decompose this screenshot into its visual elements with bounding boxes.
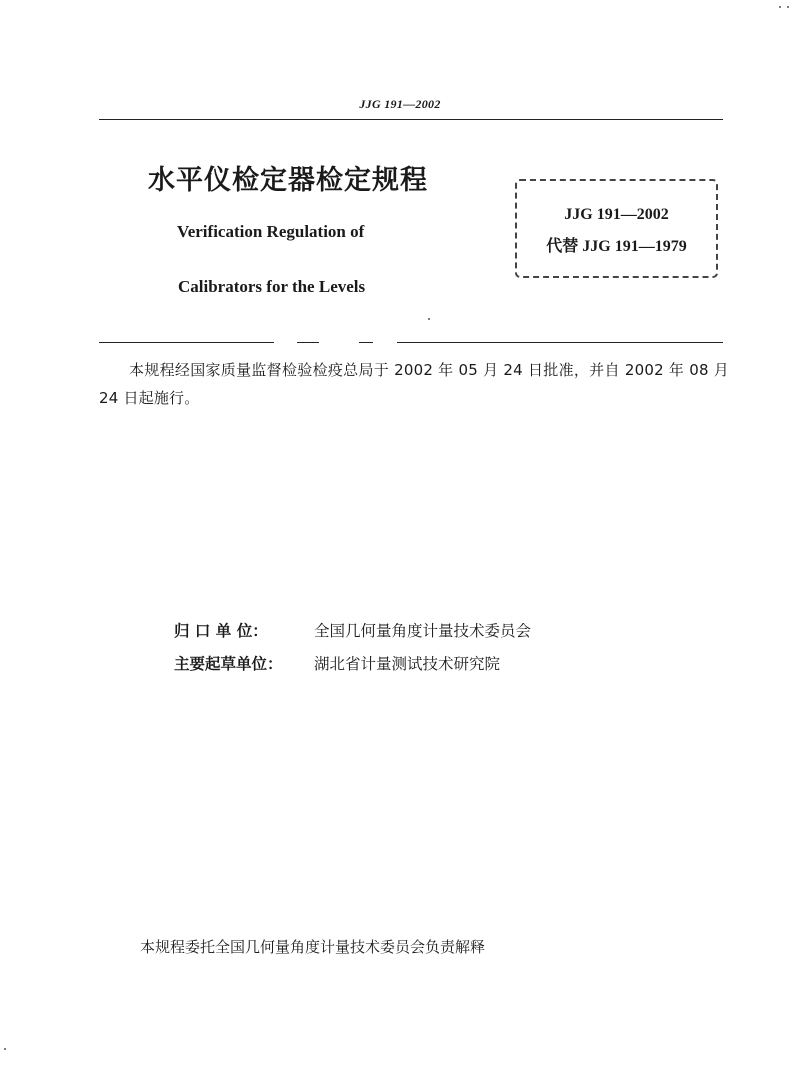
chinese-title: 水平仪检定器检定规程 (148, 165, 428, 196)
standard-code-box (515, 179, 718, 278)
separator-rule-dash-1 (297, 342, 319, 343)
header-standard-code: JJG 191—2002 (359, 97, 441, 111)
separator-rule-right (397, 342, 723, 343)
header-rule (99, 119, 723, 120)
scan-speck (787, 6, 789, 8)
drafting-unit-label: 主要起草单位： (174, 655, 283, 673)
drafting-unit-row (174, 652, 500, 674)
separator-rule-dash-2 (359, 342, 373, 343)
responsible-unit-label: 归 口 单 位： (174, 622, 268, 640)
replaces-code: 代替 JJG 191—1979 (546, 238, 687, 255)
english-title-line-2: Calibrators for the Levels (178, 277, 366, 296)
responsible-unit-row (174, 619, 531, 641)
separator-rule-left (99, 342, 274, 343)
approval-paragraph: 本规程经国家质量监督检验检疫总局于 2002 年 05 月 24 日批准，并自 2002 年 08 月 24 日起施行。 (99, 361, 729, 407)
scan-speck (4, 1048, 6, 1050)
scan-speck (428, 318, 430, 320)
responsible-unit-value: 全国几何量角度计量技术委员会 (314, 622, 532, 640)
interpretation-note: 本规程委托全国几何量角度计量技术委员会负责解释 (140, 938, 486, 956)
scan-speck (779, 6, 781, 8)
drafting-unit-value: 湖北省计量测试技术研究院 (314, 655, 501, 673)
standard-code: JJG 191—2002 (564, 206, 669, 223)
english-title-line-1: Verification Regulation of (177, 222, 365, 241)
